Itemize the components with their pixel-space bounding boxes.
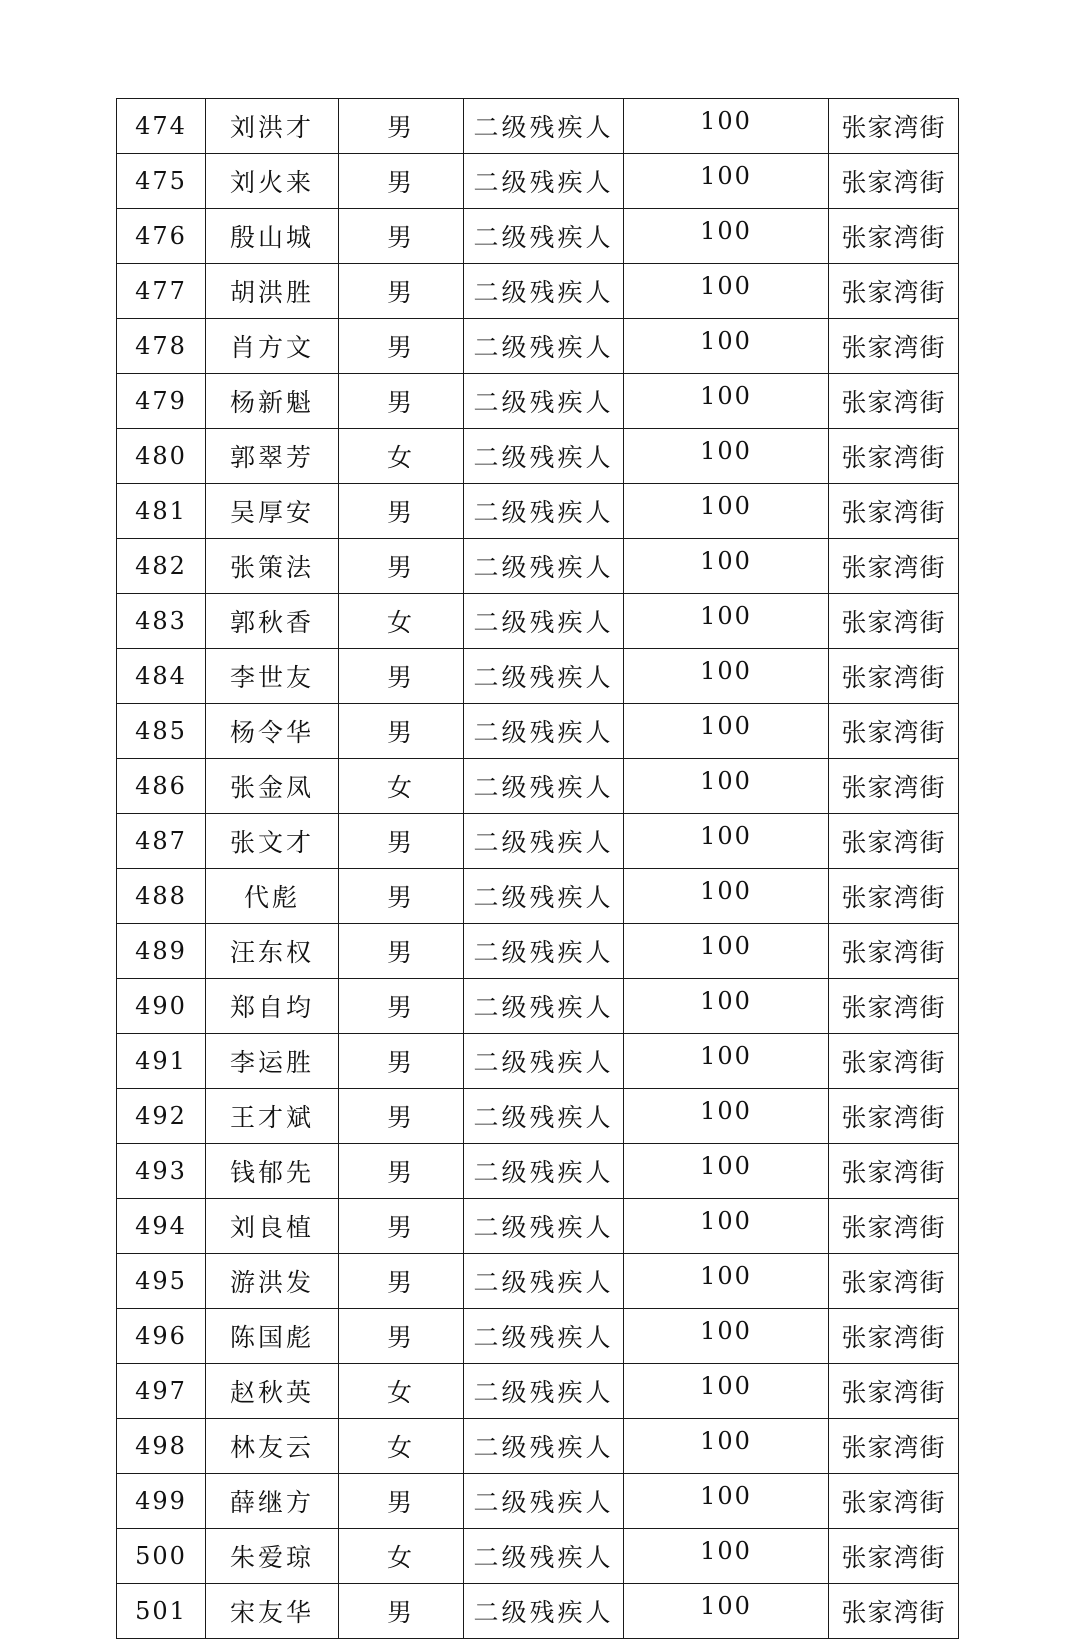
cell-street: 张家湾街 bbox=[829, 924, 959, 979]
cell-amount: 100 bbox=[624, 209, 829, 264]
cell-gender: 男 bbox=[339, 99, 464, 154]
cell-gender: 男 bbox=[339, 814, 464, 869]
cell-serial-number: 479 bbox=[117, 374, 206, 429]
cell-street: 张家湾街 bbox=[829, 704, 959, 759]
table-row bbox=[117, 1364, 959, 1419]
cell-amount: 100 bbox=[624, 704, 829, 759]
cell-name: 张文才 bbox=[206, 814, 339, 869]
table-row bbox=[117, 924, 959, 979]
table-row bbox=[117, 979, 959, 1034]
cell-gender: 男 bbox=[339, 1309, 464, 1364]
cell-disability-category: 二级残疾人 bbox=[464, 154, 624, 209]
cell-street: 张家湾街 bbox=[829, 99, 959, 154]
cell-serial-number: 481 bbox=[117, 484, 206, 539]
cell-name: 李运胜 bbox=[206, 1034, 339, 1089]
cell-amount: 100 bbox=[624, 1089, 829, 1144]
cell-amount: 100 bbox=[624, 99, 829, 154]
cell-disability-category: 二级残疾人 bbox=[464, 264, 624, 319]
cell-serial-number: 482 bbox=[117, 539, 206, 594]
cell-serial-number: 501 bbox=[117, 1584, 206, 1639]
cell-serial-number: 498 bbox=[117, 1419, 206, 1474]
cell-disability-category: 二级残疾人 bbox=[464, 1584, 624, 1639]
cell-gender: 男 bbox=[339, 979, 464, 1034]
cell-disability-category: 二级残疾人 bbox=[464, 594, 624, 649]
cell-disability-category: 二级残疾人 bbox=[464, 924, 624, 979]
cell-street: 张家湾街 bbox=[829, 539, 959, 594]
cell-gender: 男 bbox=[339, 924, 464, 979]
cell-street: 张家湾街 bbox=[829, 594, 959, 649]
cell-amount: 100 bbox=[624, 1199, 829, 1254]
cell-street: 张家湾街 bbox=[829, 1364, 959, 1419]
table-row bbox=[117, 649, 959, 704]
cell-disability-category: 二级残疾人 bbox=[464, 1474, 624, 1529]
table-row bbox=[117, 1254, 959, 1309]
cell-serial-number: 500 bbox=[117, 1529, 206, 1584]
cell-street: 张家湾街 bbox=[829, 319, 959, 374]
roster-table-body bbox=[117, 99, 959, 1639]
cell-gender: 男 bbox=[339, 319, 464, 374]
cell-amount: 100 bbox=[624, 649, 829, 704]
cell-street: 张家湾街 bbox=[829, 429, 959, 484]
cell-gender: 男 bbox=[339, 649, 464, 704]
cell-name: 杨新魁 bbox=[206, 374, 339, 429]
cell-gender: 男 bbox=[339, 539, 464, 594]
cell-disability-category: 二级残疾人 bbox=[464, 374, 624, 429]
cell-street: 张家湾街 bbox=[829, 869, 959, 924]
cell-gender: 男 bbox=[339, 264, 464, 319]
cell-disability-category: 二级残疾人 bbox=[464, 484, 624, 539]
cell-gender: 女 bbox=[339, 429, 464, 484]
cell-name: 赵秋英 bbox=[206, 1364, 339, 1419]
cell-street: 张家湾街 bbox=[829, 154, 959, 209]
cell-name: 刘良植 bbox=[206, 1199, 339, 1254]
cell-amount: 100 bbox=[624, 924, 829, 979]
cell-disability-category: 二级残疾人 bbox=[464, 1199, 624, 1254]
cell-disability-category: 二级残疾人 bbox=[464, 209, 624, 264]
cell-name: 汪东权 bbox=[206, 924, 339, 979]
cell-serial-number: 494 bbox=[117, 1199, 206, 1254]
cell-gender: 男 bbox=[339, 209, 464, 264]
cell-name: 杨令华 bbox=[206, 704, 339, 759]
cell-street: 张家湾街 bbox=[829, 209, 959, 264]
cell-serial-number: 474 bbox=[117, 99, 206, 154]
cell-street: 张家湾街 bbox=[829, 1584, 959, 1639]
cell-name: 陈国彪 bbox=[206, 1309, 339, 1364]
cell-disability-category: 二级残疾人 bbox=[464, 539, 624, 594]
cell-name: 朱爱琼 bbox=[206, 1529, 339, 1584]
cell-disability-category: 二级残疾人 bbox=[464, 1529, 624, 1584]
cell-serial-number: 488 bbox=[117, 869, 206, 924]
cell-serial-number: 496 bbox=[117, 1309, 206, 1364]
cell-serial-number: 478 bbox=[117, 319, 206, 374]
table-row bbox=[117, 1584, 959, 1639]
cell-amount: 100 bbox=[624, 1144, 829, 1199]
cell-amount: 100 bbox=[624, 979, 829, 1034]
cell-disability-category: 二级残疾人 bbox=[464, 429, 624, 484]
cell-serial-number: 484 bbox=[117, 649, 206, 704]
cell-amount: 100 bbox=[624, 1254, 829, 1309]
table-row bbox=[117, 484, 959, 539]
cell-gender: 男 bbox=[339, 869, 464, 924]
cell-street: 张家湾街 bbox=[829, 979, 959, 1034]
table-row bbox=[117, 1309, 959, 1364]
table-row bbox=[117, 1089, 959, 1144]
cell-name: 薛继方 bbox=[206, 1474, 339, 1529]
cell-gender: 男 bbox=[339, 484, 464, 539]
roster-table bbox=[116, 98, 959, 1639]
cell-disability-category: 二级残疾人 bbox=[464, 649, 624, 704]
table-row bbox=[117, 759, 959, 814]
cell-serial-number: 480 bbox=[117, 429, 206, 484]
table-row bbox=[117, 539, 959, 594]
cell-gender: 男 bbox=[339, 1584, 464, 1639]
cell-gender: 女 bbox=[339, 1419, 464, 1474]
cell-street: 张家湾街 bbox=[829, 1089, 959, 1144]
cell-street: 张家湾街 bbox=[829, 1419, 959, 1474]
cell-name: 林友云 bbox=[206, 1419, 339, 1474]
cell-amount: 100 bbox=[624, 264, 829, 319]
table-row bbox=[117, 1034, 959, 1089]
cell-serial-number: 491 bbox=[117, 1034, 206, 1089]
cell-gender: 男 bbox=[339, 154, 464, 209]
cell-serial-number: 495 bbox=[117, 1254, 206, 1309]
cell-name: 胡洪胜 bbox=[206, 264, 339, 319]
cell-serial-number: 477 bbox=[117, 264, 206, 319]
table-row bbox=[117, 1529, 959, 1584]
cell-amount: 100 bbox=[624, 1309, 829, 1364]
cell-disability-category: 二级残疾人 bbox=[464, 869, 624, 924]
cell-amount: 100 bbox=[624, 1584, 829, 1639]
cell-amount: 100 bbox=[624, 539, 829, 594]
cell-street: 张家湾街 bbox=[829, 484, 959, 539]
cell-disability-category: 二级残疾人 bbox=[464, 814, 624, 869]
cell-amount: 100 bbox=[624, 319, 829, 374]
cell-disability-category: 二级残疾人 bbox=[464, 1309, 624, 1364]
cell-name: 代彪 bbox=[206, 869, 339, 924]
cell-serial-number: 489 bbox=[117, 924, 206, 979]
cell-serial-number: 492 bbox=[117, 1089, 206, 1144]
cell-amount: 100 bbox=[624, 869, 829, 924]
table-row bbox=[117, 374, 959, 429]
cell-gender: 男 bbox=[339, 1089, 464, 1144]
cell-serial-number: 490 bbox=[117, 979, 206, 1034]
cell-street: 张家湾街 bbox=[829, 1199, 959, 1254]
table-row bbox=[117, 264, 959, 319]
cell-disability-category: 二级残疾人 bbox=[464, 1089, 624, 1144]
cell-name: 游洪发 bbox=[206, 1254, 339, 1309]
cell-street: 张家湾街 bbox=[829, 264, 959, 319]
cell-gender: 男 bbox=[339, 1254, 464, 1309]
table-row bbox=[117, 1144, 959, 1199]
table-row bbox=[117, 1199, 959, 1254]
cell-name: 宋友华 bbox=[206, 1584, 339, 1639]
cell-disability-category: 二级残疾人 bbox=[464, 1144, 624, 1199]
table-row bbox=[117, 814, 959, 869]
cell-serial-number: 499 bbox=[117, 1474, 206, 1529]
cell-disability-category: 二级残疾人 bbox=[464, 1034, 624, 1089]
table-row bbox=[117, 594, 959, 649]
cell-name: 张策法 bbox=[206, 539, 339, 594]
cell-amount: 100 bbox=[624, 1529, 829, 1584]
cell-serial-number: 485 bbox=[117, 704, 206, 759]
cell-disability-category: 二级残疾人 bbox=[464, 1419, 624, 1474]
cell-serial-number: 497 bbox=[117, 1364, 206, 1419]
table-row bbox=[117, 704, 959, 759]
cell-amount: 100 bbox=[624, 759, 829, 814]
cell-gender: 男 bbox=[339, 1144, 464, 1199]
cell-amount: 100 bbox=[624, 594, 829, 649]
cell-gender: 女 bbox=[339, 1364, 464, 1419]
cell-serial-number: 475 bbox=[117, 154, 206, 209]
cell-amount: 100 bbox=[624, 1474, 829, 1529]
cell-disability-category: 二级残疾人 bbox=[464, 1254, 624, 1309]
cell-amount: 100 bbox=[624, 1034, 829, 1089]
cell-serial-number: 487 bbox=[117, 814, 206, 869]
cell-gender: 女 bbox=[339, 1529, 464, 1584]
cell-street: 张家湾街 bbox=[829, 1474, 959, 1529]
table-row bbox=[117, 1474, 959, 1529]
table-row bbox=[117, 429, 959, 484]
cell-street: 张家湾街 bbox=[829, 1034, 959, 1089]
table-row bbox=[117, 869, 959, 924]
cell-serial-number: 483 bbox=[117, 594, 206, 649]
cell-disability-category: 二级残疾人 bbox=[464, 99, 624, 154]
cell-gender: 男 bbox=[339, 1474, 464, 1529]
cell-serial-number: 476 bbox=[117, 209, 206, 264]
cell-amount: 100 bbox=[624, 374, 829, 429]
cell-name: 张金凤 bbox=[206, 759, 339, 814]
cell-street: 张家湾街 bbox=[829, 1144, 959, 1199]
table-row bbox=[117, 99, 959, 154]
cell-amount: 100 bbox=[624, 154, 829, 209]
cell-name: 李世友 bbox=[206, 649, 339, 704]
cell-name: 郭翠芳 bbox=[206, 429, 339, 484]
cell-name: 钱郁先 bbox=[206, 1144, 339, 1199]
cell-amount: 100 bbox=[624, 814, 829, 869]
cell-amount: 100 bbox=[624, 1419, 829, 1474]
cell-name: 郑自均 bbox=[206, 979, 339, 1034]
cell-street: 张家湾街 bbox=[829, 1309, 959, 1364]
cell-gender: 男 bbox=[339, 704, 464, 759]
cell-gender: 女 bbox=[339, 759, 464, 814]
cell-name: 殷山城 bbox=[206, 209, 339, 264]
cell-street: 张家湾街 bbox=[829, 1529, 959, 1584]
cell-gender: 女 bbox=[339, 594, 464, 649]
cell-name: 郭秋香 bbox=[206, 594, 339, 649]
table-row bbox=[117, 209, 959, 264]
cell-serial-number: 486 bbox=[117, 759, 206, 814]
cell-serial-number: 493 bbox=[117, 1144, 206, 1199]
cell-name: 肖方文 bbox=[206, 319, 339, 374]
cell-name: 吴厚安 bbox=[206, 484, 339, 539]
cell-name: 刘火来 bbox=[206, 154, 339, 209]
cell-amount: 100 bbox=[624, 1364, 829, 1419]
cell-amount: 100 bbox=[624, 484, 829, 539]
cell-street: 张家湾街 bbox=[829, 759, 959, 814]
cell-amount: 100 bbox=[624, 429, 829, 484]
cell-disability-category: 二级残疾人 bbox=[464, 1364, 624, 1419]
cell-street: 张家湾街 bbox=[829, 814, 959, 869]
cell-gender: 男 bbox=[339, 1199, 464, 1254]
cell-street: 张家湾街 bbox=[829, 1254, 959, 1309]
cell-gender: 男 bbox=[339, 374, 464, 429]
table-row bbox=[117, 1419, 959, 1474]
cell-disability-category: 二级残疾人 bbox=[464, 704, 624, 759]
table-row bbox=[117, 154, 959, 209]
cell-street: 张家湾街 bbox=[829, 649, 959, 704]
table-row bbox=[117, 319, 959, 374]
cell-street: 张家湾街 bbox=[829, 374, 959, 429]
cell-gender: 男 bbox=[339, 1034, 464, 1089]
cell-disability-category: 二级残疾人 bbox=[464, 319, 624, 374]
cell-disability-category: 二级残疾人 bbox=[464, 759, 624, 814]
cell-disability-category: 二级残疾人 bbox=[464, 979, 624, 1034]
cell-name: 王才斌 bbox=[206, 1089, 339, 1144]
cell-name: 刘洪才 bbox=[206, 99, 339, 154]
